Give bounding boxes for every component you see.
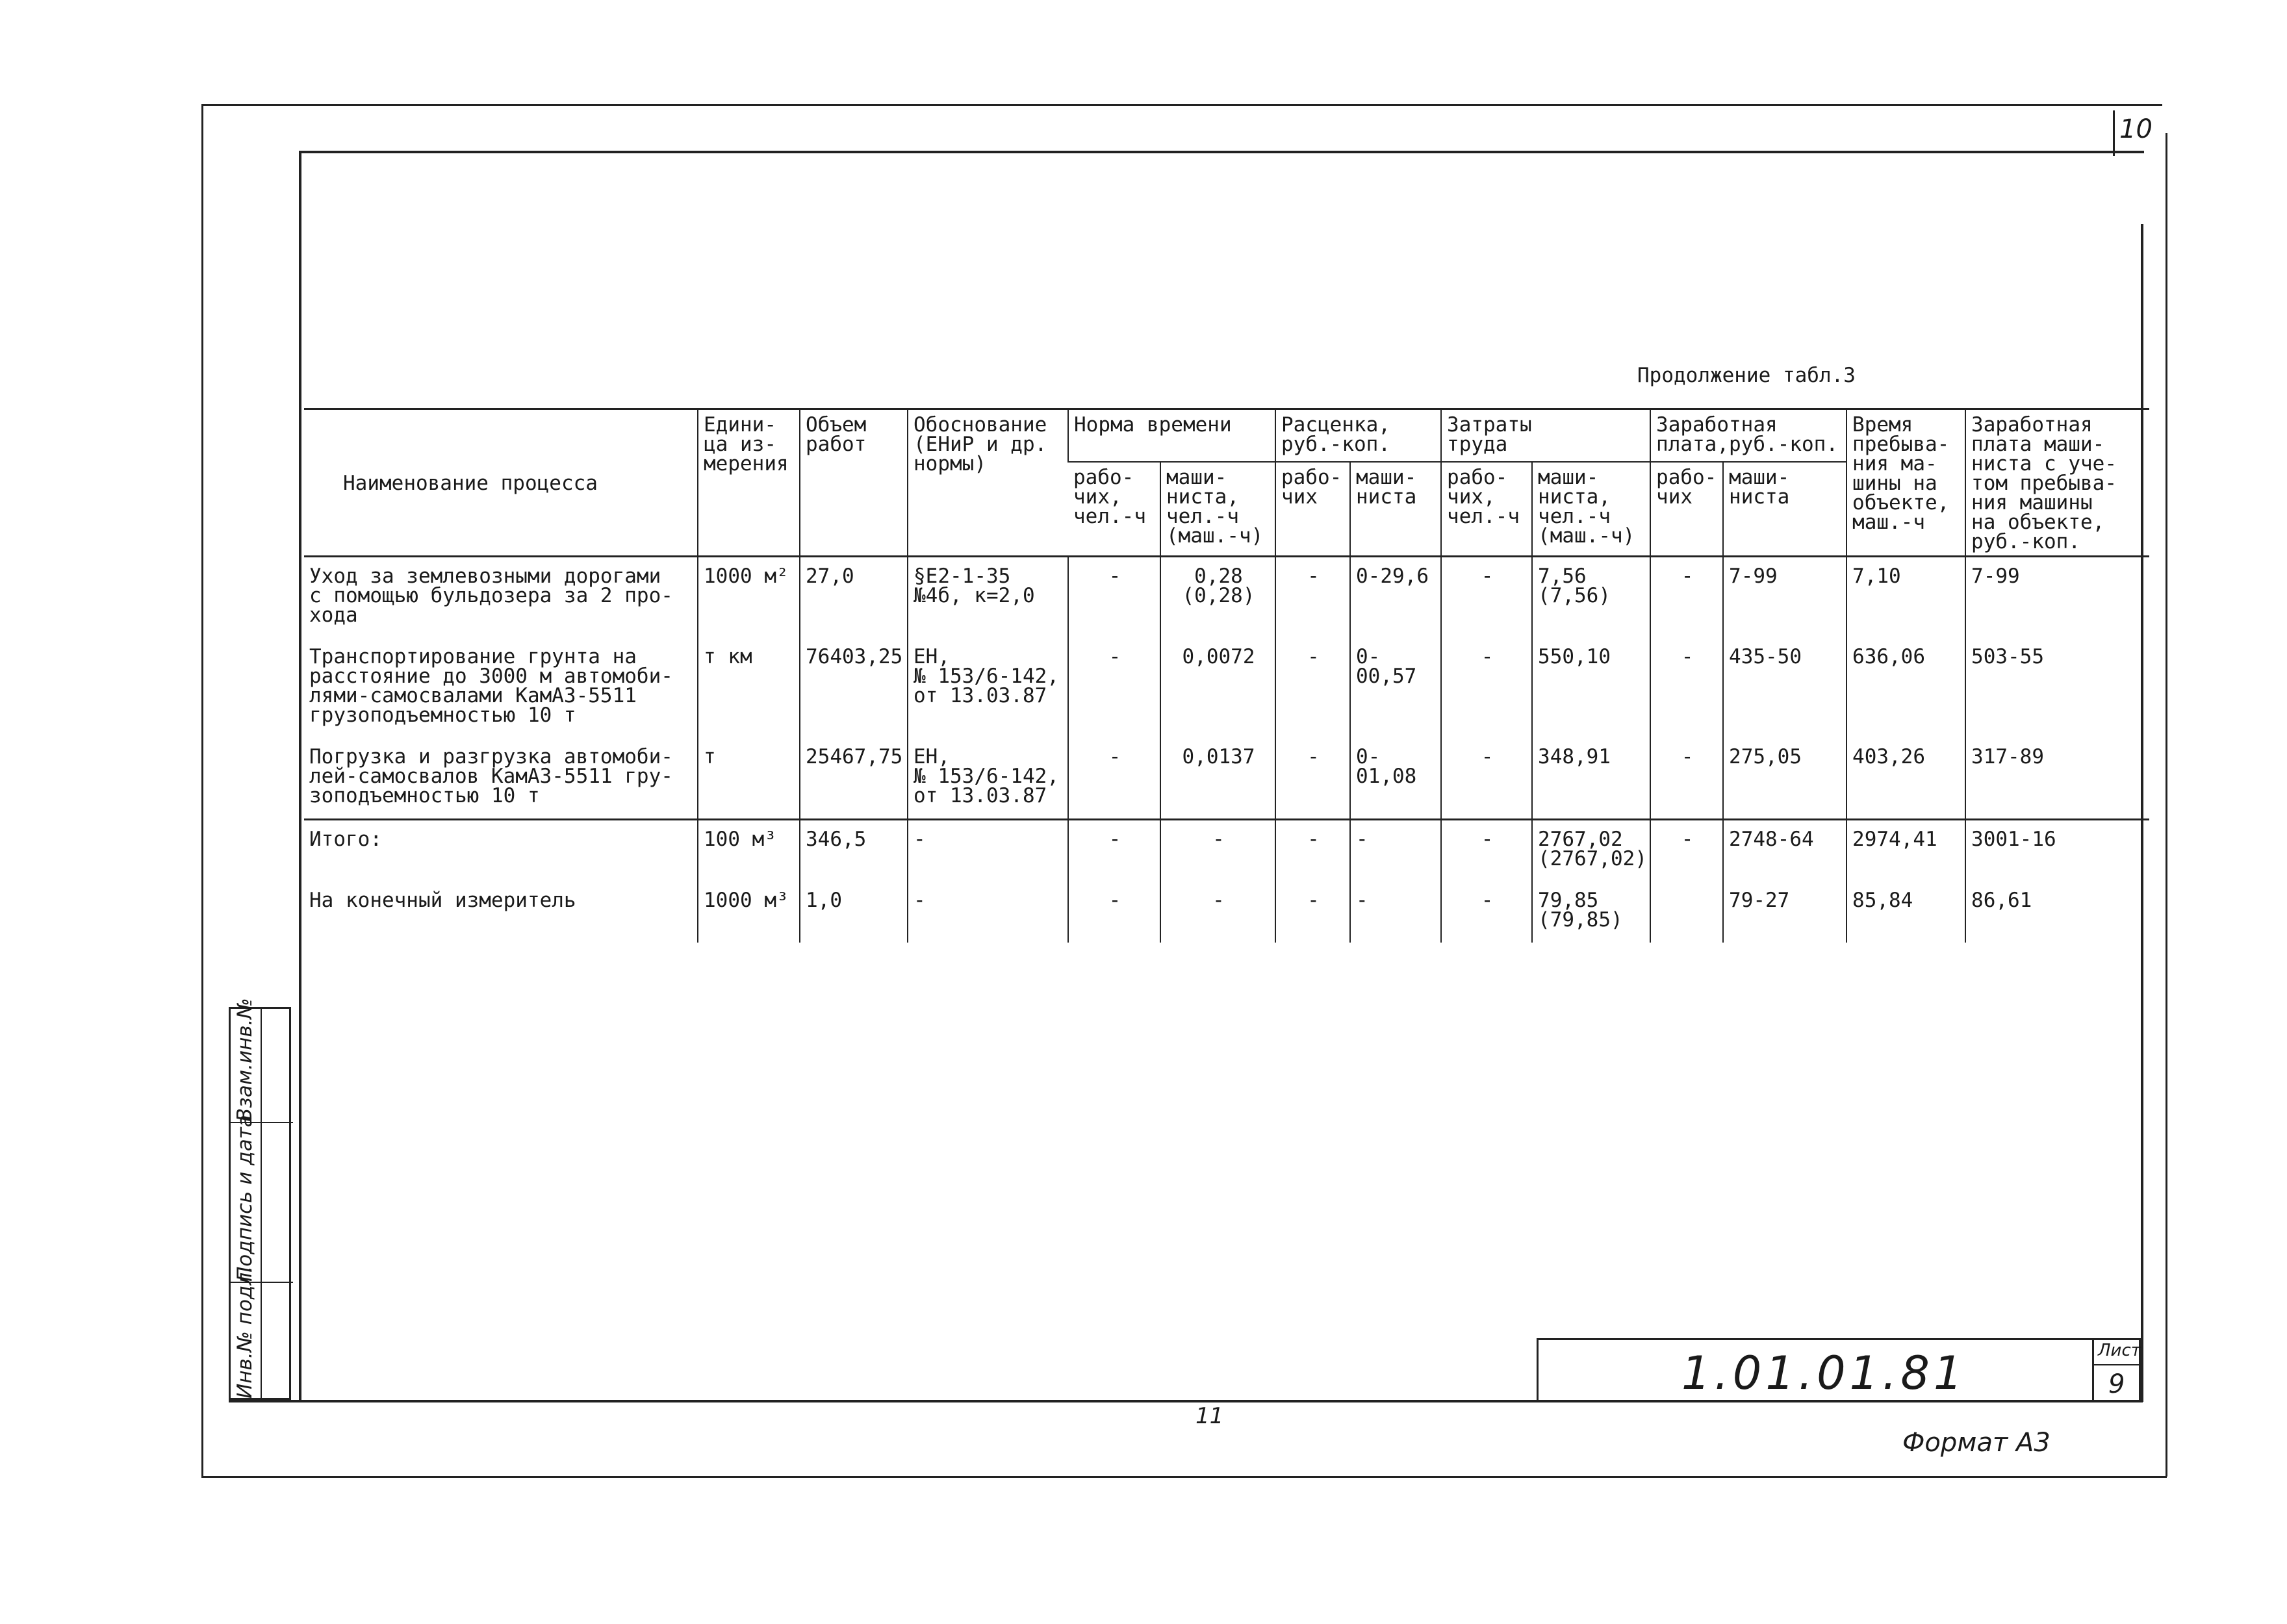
table-cell: Транспортирование грунта на расстояние до 3000 м автомоби- лями-самосвалами КамАЗ-5511 грузоподъемностью 10 т — [309, 645, 673, 727]
table-cell: 1000 м³ — [698, 882, 800, 943]
bottom-page-number: 11 — [1195, 1403, 1224, 1429]
table-cell: - — [1441, 557, 1532, 639]
table-cell: - — [1650, 638, 1723, 738]
table-cell: 7-99 — [1965, 557, 2149, 639]
table-cell: 1000 м² — [698, 557, 800, 639]
table-cell: 27,0 — [800, 557, 908, 639]
table-cell: - — [1275, 738, 1350, 820]
table-cell: 1,0 — [800, 882, 908, 943]
table-cell: - — [1068, 738, 1160, 820]
table-cell: 0-29,6 — [1350, 557, 1441, 639]
table-cell: - — [1350, 820, 1441, 882]
header-unit: Едини- ца из- мерения — [698, 409, 800, 557]
table-cell: - — [1441, 882, 1532, 943]
table-cell: - — [1275, 882, 1350, 943]
outer-frame-left — [201, 104, 203, 1478]
header-wage-workers: рабо- чих — [1650, 462, 1723, 556]
inner-frame-top — [300, 151, 2144, 153]
table-cell: ЕН, № 153/6-142, от 13.03.87 — [908, 738, 1068, 820]
table-cell: 0,28 (0,28) — [1160, 557, 1275, 639]
table-cell: 0,0137 — [1160, 738, 1275, 820]
table-cell: 25467,75 — [800, 738, 908, 820]
table-cell: т км — [698, 638, 800, 738]
table-cell: - — [1068, 882, 1160, 943]
total-row — [304, 820, 2149, 882]
header-labor-workers: рабо- чих, чел.-ч — [1441, 462, 1532, 556]
document-code: 1.01.01.81 — [1681, 1347, 1967, 1400]
format-label: Формат А3 — [1902, 1428, 2051, 1458]
total-row — [304, 882, 2149, 943]
table-cell: т — [698, 738, 800, 820]
table-cell: 86,61 — [1965, 882, 2149, 943]
table-cell: 403,26 — [1846, 738, 1965, 820]
table-row — [304, 738, 2149, 820]
table-cell: 348,91 — [1532, 738, 1650, 820]
table-cell: 636,06 — [1846, 638, 1965, 738]
table-cell: 275,05 — [1723, 738, 1846, 820]
sheet-box-divider — [2094, 1364, 2143, 1365]
table-cell: - — [908, 882, 1068, 943]
sheet-label: Лист — [2098, 1341, 2141, 1360]
table-cell: - — [1650, 820, 1723, 882]
table-cell: §Е2-1-35 №4б, к=2,0 — [908, 557, 1068, 639]
table-cell: - — [1068, 557, 1160, 639]
corner-page-number: 10 — [2119, 114, 2153, 144]
table-row — [304, 638, 2149, 738]
table-cell: 2748-64 — [1723, 820, 1846, 882]
side-stamp — [229, 998, 291, 1400]
table-cell: - — [1441, 820, 1532, 882]
table-cell: 100 м³ — [698, 820, 800, 882]
table-cell: 317-89 — [1965, 738, 2149, 820]
header-rate: Расценка, руб.-коп. — [1275, 409, 1441, 463]
side-stamp-divider — [261, 1009, 262, 1399]
side-stamp-inv-number: Инв.№ подл. — [233, 1265, 257, 1399]
header-norm-workers: рабо- чих, чел.-ч — [1068, 462, 1160, 556]
table-cell: 3001-16 — [1965, 820, 2149, 882]
table-caption: Продолжение табл.3 — [1637, 364, 1856, 387]
table-cell: - — [1441, 638, 1532, 738]
header-stay-time: Время пребыва- ния ма- шины на объекте, маш.-ч — [1846, 409, 1965, 557]
table-cell: 2767,02 (2767,02) — [1532, 820, 1650, 882]
table-cell: - — [1441, 738, 1532, 820]
table-body — [304, 557, 2149, 943]
side-stamp-signature-date: Подпись и дата — [233, 1115, 257, 1282]
table-cell: 79-27 — [1723, 882, 1846, 943]
table-cell: - — [1160, 820, 1275, 882]
table-cell: - — [1650, 557, 1723, 639]
table-cell: Итого: — [304, 820, 698, 882]
table-cell: 79,85 (79,85) — [1532, 882, 1650, 943]
table-cell: 85,84 — [1846, 882, 1965, 943]
title-block — [1537, 1338, 2141, 1401]
table-cell: 7-99 — [1723, 557, 1846, 639]
header-process-name: Наименование процесса — [304, 409, 698, 557]
table-cell: 435-50 — [1723, 638, 1846, 738]
table-cell: - — [1160, 882, 1275, 943]
side-stamp-replaced-inv: Взам.инв.№ — [233, 998, 257, 1122]
header-wage-machinist: маши- ниста — [1723, 462, 1846, 556]
table-cell: - — [1350, 882, 1441, 943]
table-cell: 0,0072 — [1160, 638, 1275, 738]
header-basis: Обоснование (ЕНиР и др. нормы) — [908, 409, 1068, 557]
table-cell — [1650, 882, 1723, 943]
table-cell: 503-55 — [1965, 638, 2149, 738]
header-wage-machine: Заработная плата маши- ниста с уче- том пребыва- ния машины на объекте, руб.-коп. — [1965, 409, 2149, 557]
table-cell: 2974,41 — [1846, 820, 1965, 882]
header-norm-machinist: маши- ниста, чел.-ч (маш.-ч) — [1160, 462, 1275, 556]
table-cell: Уход за землевозными дорогами с помощью бульдозера за 2 про- хода — [309, 565, 673, 627]
outer-frame-right — [2166, 133, 2167, 1477]
table-cell: На конечный измеритель — [309, 889, 576, 912]
table-cell: Погрузка и разгрузка автомоби- лей-самосвалов КамАЗ-5511 гру- зоподъемностью 10 т — [309, 745, 673, 807]
table-cell: 76403,25 — [800, 638, 908, 738]
header-rate-workers: рабо- чих — [1275, 462, 1350, 556]
table-cell: - — [1275, 638, 1350, 738]
table-cell: ЕН, № 153/6-142, от 13.03.87 — [908, 638, 1068, 738]
table-row — [304, 557, 2149, 639]
sheet-box — [2092, 1338, 2141, 1401]
table-cell: 346,5 — [800, 820, 908, 882]
table-cell: - — [1275, 820, 1350, 882]
corner-box-left — [2113, 110, 2115, 156]
work-table — [304, 408, 2149, 943]
header-rate-machinist: маши- ниста — [1350, 462, 1441, 556]
header-wage: Заработная плата,руб.-коп. — [1650, 409, 1846, 463]
table-cell: 550,10 — [1532, 638, 1650, 738]
sheet-number: 9 — [2108, 1369, 2125, 1399]
table-cell: 0-01,08 — [1350, 738, 1441, 820]
header-volume: Объем работ — [800, 409, 908, 557]
table-cell: 0-00,57 — [1350, 638, 1441, 738]
outer-frame-top — [203, 104, 2162, 106]
table-cell: - — [1650, 738, 1723, 820]
outer-frame-bottom — [201, 1476, 2167, 1478]
table-cell: - — [1275, 557, 1350, 639]
table-cell: 7,56 (7,56) — [1532, 557, 1650, 639]
table-cell: - — [908, 820, 1068, 882]
header-norm-time: Норма времени — [1068, 409, 1275, 463]
inner-frame-left — [299, 151, 301, 1402]
table-cell: - — [1068, 638, 1160, 738]
table-cell: 7,10 — [1846, 557, 1965, 639]
table-cell: - — [1068, 820, 1160, 882]
header-labor: Затраты труда — [1441, 409, 1650, 463]
header-labor-machinist: маши- ниста, чел.-ч (маш.-ч) — [1532, 462, 1650, 556]
